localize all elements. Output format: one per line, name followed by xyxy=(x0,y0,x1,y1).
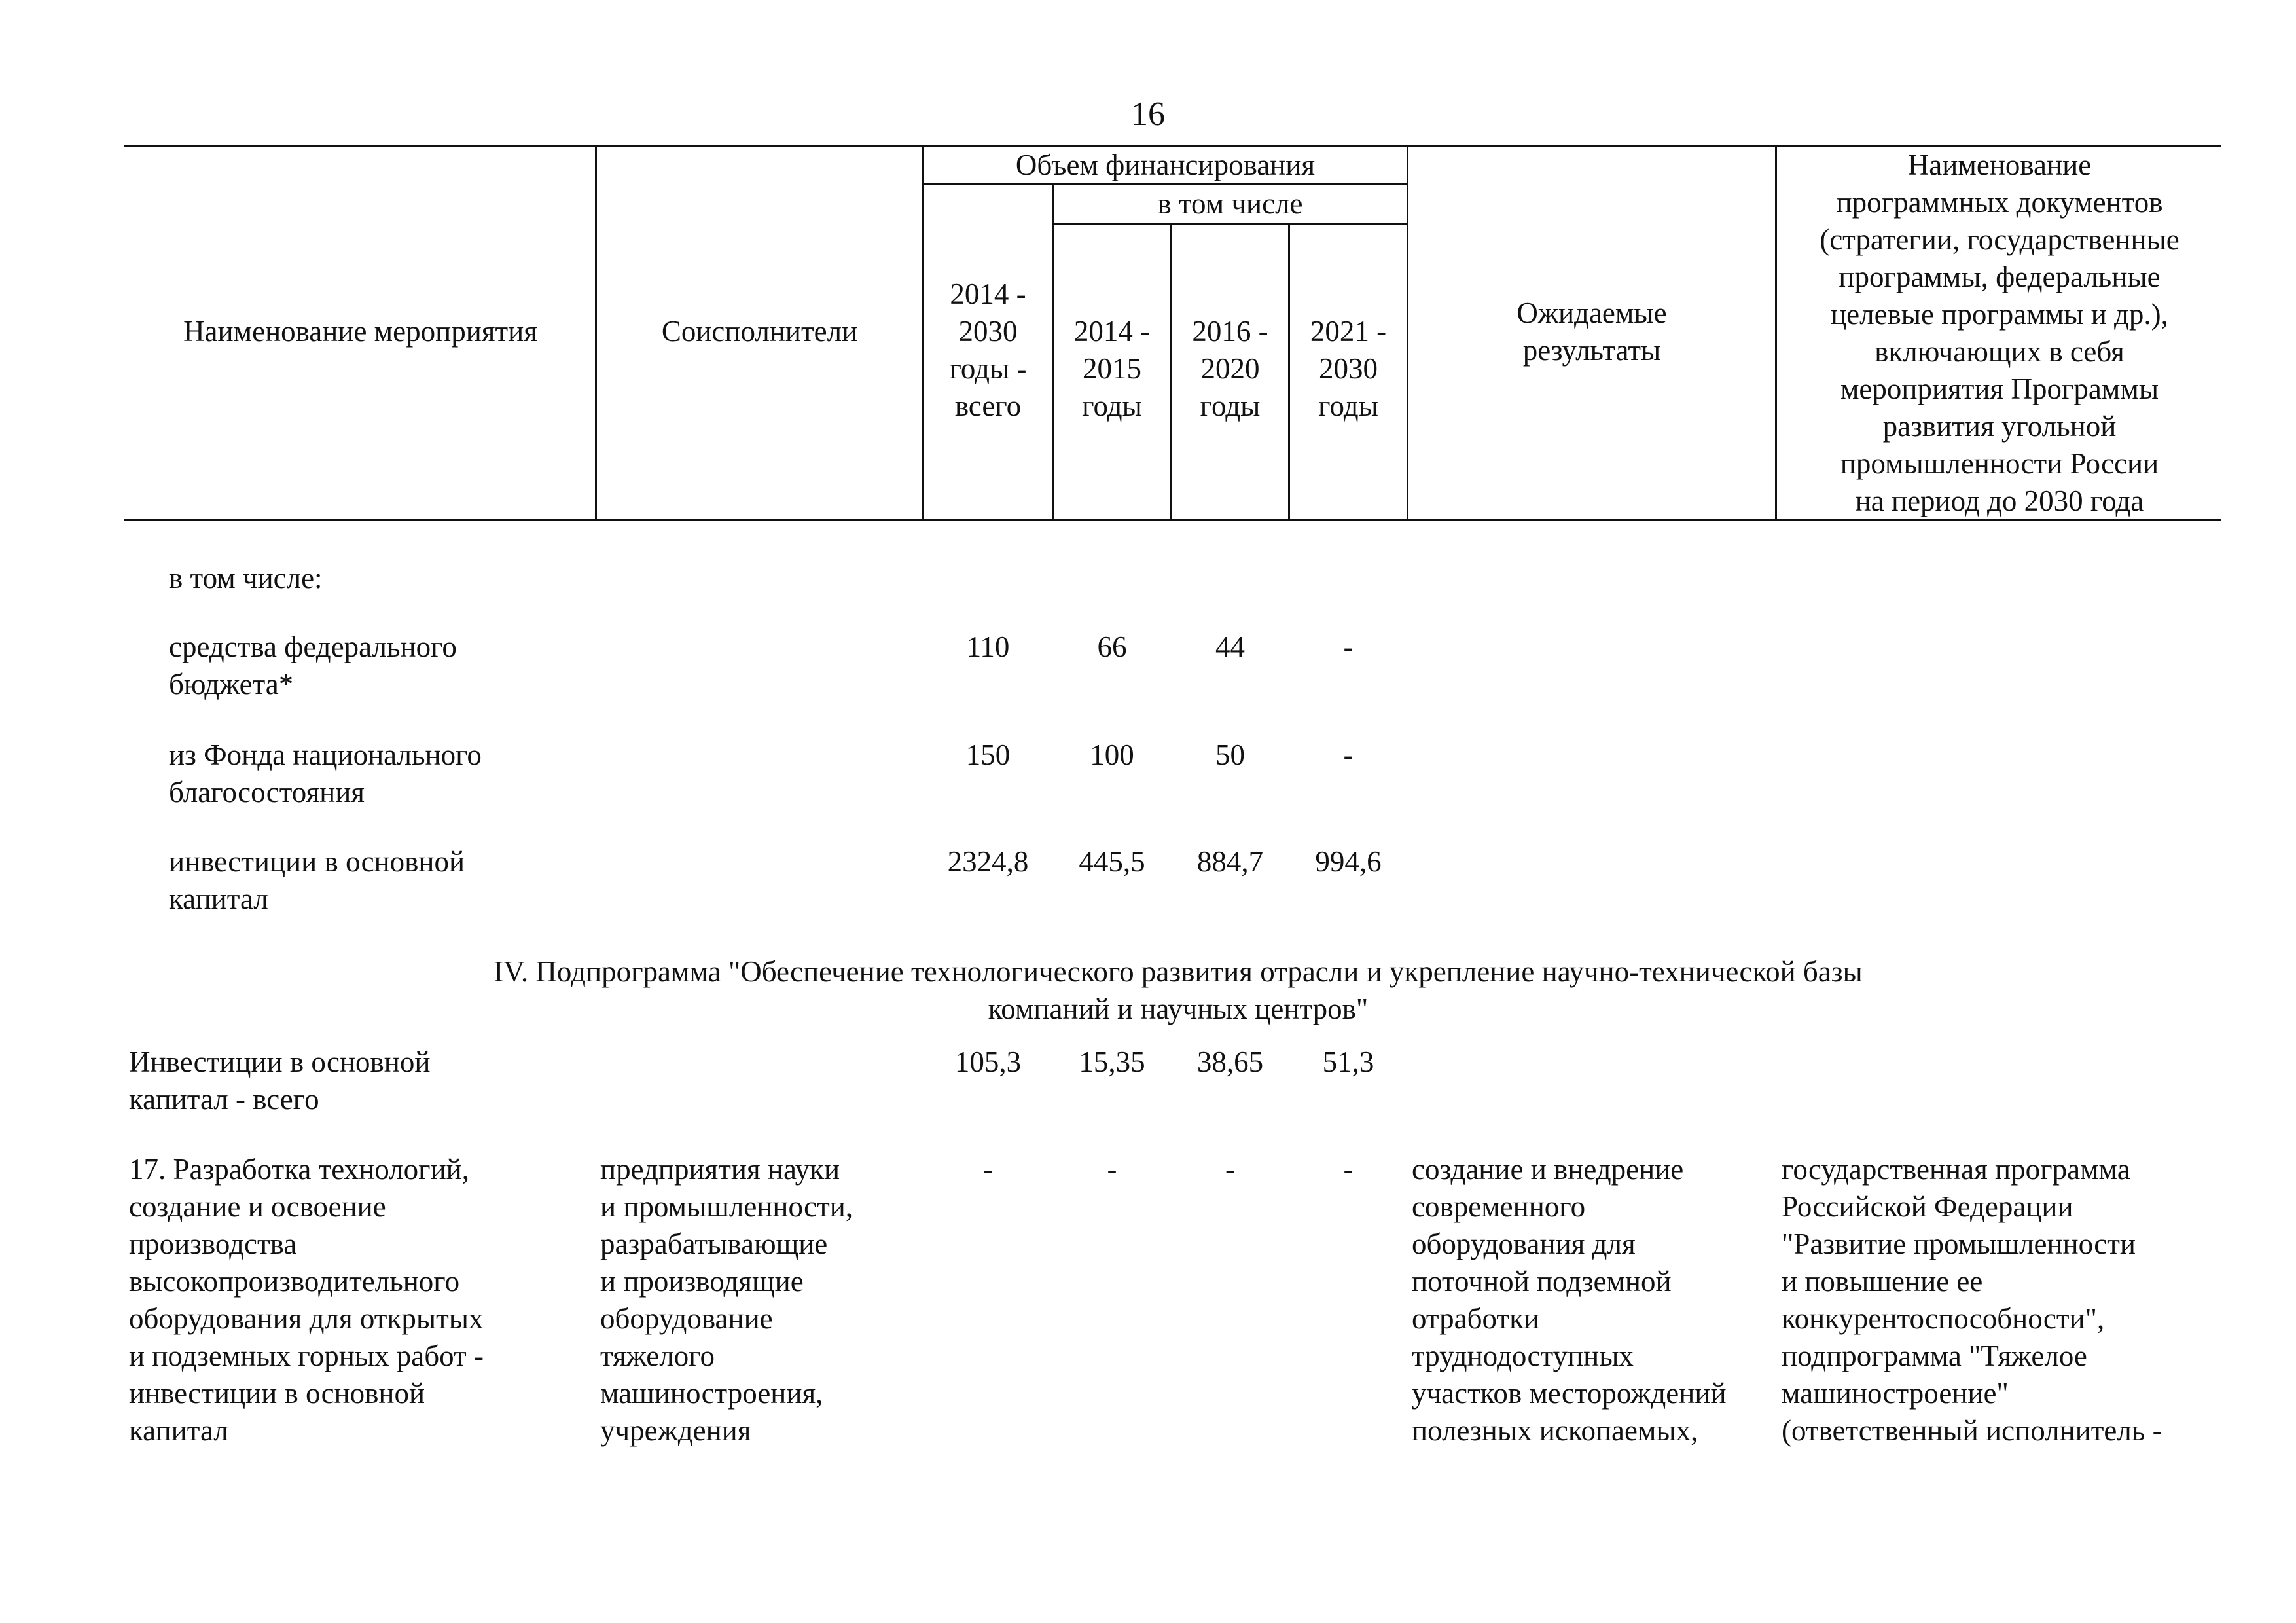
header-expected-results: Ожидаемые результаты xyxy=(1516,297,1667,367)
item-17-program-documents: государственная программа Российской Федерации "Развитие промышленности и повышение ее конкурентоспособности", подпрограмма "Тяжелое машиностроение" (ответственный исполнитель - xyxy=(1782,1153,2162,1447)
item-17-2021-2030: - xyxy=(1343,1153,1354,1186)
federal-budget-total: 110 xyxy=(966,630,1010,663)
federal-budget-2016-2020: 44 xyxy=(1215,630,1245,663)
fixed-capital-2021-2030: 994,6 xyxy=(1315,845,1382,878)
fixed-capital-2016-2020: 884,7 xyxy=(1196,845,1264,878)
header-activity-name: Наименование мероприятия xyxy=(183,315,537,348)
header-total-2014-2030: 2014 - 2030 годы - всего xyxy=(949,278,1027,422)
including-label: в том числе: xyxy=(169,562,323,594)
item-17-name: 17. Разработка технологий, создание и освоение производства высокопроизводительного оборудования для открытых и подземных горных работ - инвестиции в основной капитал xyxy=(129,1153,484,1447)
subprogram-investment-2014-2015: 15,35 xyxy=(1079,1046,1145,1078)
federal-budget-2021-2030: - xyxy=(1343,630,1354,663)
subprogram-investment-2016-2020: 38,65 xyxy=(1196,1046,1264,1078)
item-17-expected-results: создание и внедрение современного оборудования для поточной подземной отработки труднодоступных участков месторождений полезных ископаемых, xyxy=(1412,1153,1727,1447)
national-fund-total: 150 xyxy=(965,739,1011,771)
federal-budget-name: средства федерального бюджета* xyxy=(169,630,457,701)
subprogram-investment-name: Инвестиции в основной капитал - всего xyxy=(129,1046,431,1116)
header-years-2016-2020: 2016 - 2020 годы xyxy=(1192,315,1268,422)
item-17-2014-2015: - xyxy=(1107,1153,1117,1186)
subprogram-investment-2021-2030: 51,3 xyxy=(1322,1046,1374,1078)
header-years-2021-2030: 2021 - 2030 годы xyxy=(1310,315,1387,422)
national-fund-2016-2020: 50 xyxy=(1215,739,1245,771)
header-funding-volume: Объем финансирования xyxy=(1015,149,1316,181)
page-number: 16 xyxy=(1131,96,1165,133)
national-fund-name: из Фонда национального благосостояния xyxy=(169,739,482,809)
federal-budget-2014-2015: 66 xyxy=(1097,630,1127,663)
item-17-2016-2020: - xyxy=(1225,1153,1235,1186)
fixed-capital-2014-2015: 445,5 xyxy=(1079,845,1145,878)
including-divider xyxy=(1054,223,1408,225)
national-fund-2014-2015: 100 xyxy=(1090,739,1134,771)
header-years-2014-2015: 2014 - 2015 годы xyxy=(1073,315,1151,422)
header-program-documents: Наименование программных документов (стратегии, государственные программы, федеральные целевые программы и др.), включающих в себя мероприятия Программы развития угольной промышленности России на период до 2030 года xyxy=(1820,149,2179,517)
subprogram-title: IV. Подпрограмма "Обеспечение технологического развития отрасли и укрепление научно-технической базы компаний и научных центров" xyxy=(493,955,1863,1025)
header-including: в том числе xyxy=(1157,187,1303,220)
item-17-co-executors: предприятия науки и промышленности, разрабатывающие и производящие оборудование тяжелого машиностроения, учреждения xyxy=(600,1153,853,1447)
fixed-capital-name: инвестиции в основной капитал xyxy=(169,845,465,915)
header-co-executors: Соисполнители xyxy=(661,315,858,348)
fixed-capital-total: 2324,8 xyxy=(947,845,1029,878)
national-fund-2021-2030: - xyxy=(1343,739,1354,771)
subprogram-investment-total: 105,3 xyxy=(954,1046,1022,1078)
item-17-total: - xyxy=(983,1153,993,1186)
